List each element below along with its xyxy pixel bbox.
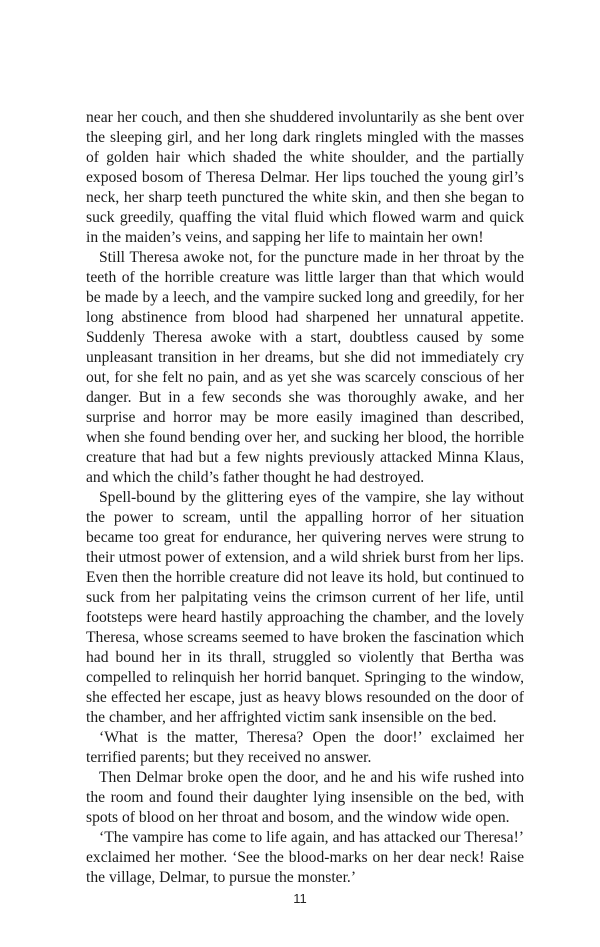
page-number: 11 (293, 891, 307, 906)
paragraph-5: Then Delmar broke open the door, and he and his wife rushed into the room and found their daughter lying insensible on the bed, with spots of blood on her throat and bosom, and the window wide open. (86, 769, 524, 826)
paragraph-2: Still Theresa awoke not, for the puncture made in her throat by the teeth of the horrible creature was little larger than that which would be made by a leech, and the vampire sucked long and greedily, for her long abstinence from blood had sharpened her unnatural appetite. Suddenly Theresa awoke with a start, doubtless caused by some unpleasant transition in her dreams, but she did not immediately cry out, for she felt no pain, and as yet she was scarcely conscious of her danger. But in a few seconds she was thoroughly awake, and her surprise and horror may be more easily imagined than described, when she found bending over her, and sucking her blood, the horrible creature that had but a few nights previously attacked Minna Klaus, and which the child’s father thought he had destroyed. (86, 249, 524, 486)
body-text (86, 108, 524, 888)
paragraph-4: ‘What is the matter, Theresa? Open the door!’ exclaimed her terrified parents; but they received no answer. (86, 729, 524, 766)
paragraph-6: ‘The vampire has come to life again, and has attacked our Theresa!’ exclaimed her mother. ‘See the blood-marks on her dear neck! Raise the village, Delmar, to pursue the monster.’ (86, 829, 524, 886)
paragraph-1: near her couch, and then she shuddered involuntarily as she bent over the sleeping girl, and her long dark ringlets mingled with the masses of golden hair which shaded the white shoulder, and the partially exposed bosom of Theresa Delmar. Her lips touched the young girl’s neck, her sharp teeth punctured the white skin, and then she began to suck greedily, quaffing the vital fluid which flowed warm and quick in the maiden’s veins, and sapping her life to maintain her own! (86, 109, 524, 246)
paragraph-3: Spell-bound by the glittering eyes of the vampire, she lay without the power to scream, until the appalling horror of her situation became too great for endurance, her quivering nerves were strung to their utmost power of extension, and a wild shriek burst from her lips. Even then the horrible creature did not leave its hold, but continued to suck from her palpitating veins the crimson current of her life, until footsteps were heard hastily approaching the chamber, and the lovely Theresa, whose screams seemed to have broken the fascination which had bound her in its thrall, struggled so violently that Bertha was compelled to relinquish her horrid banquet. Springing to the window, she effected her escape, just as heavy blows resounded on the door of the chamber, and her affrighted victim sank insensible on the bed. (86, 489, 524, 726)
